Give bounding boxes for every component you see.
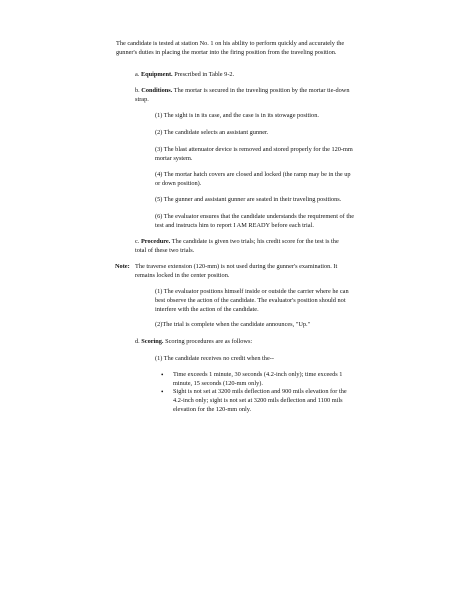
condition-item-1: (1) The sight is in its case, and the case is in its stowage position. bbox=[155, 112, 319, 119]
procedure-paragraph bbox=[135, 238, 350, 256]
intro-paragraph: The candidate is tested at station No. 1 on his ability to perform quickly and accurately the gunner's duties in placing the mortar into the firing position from the traveling position. bbox=[116, 40, 345, 56]
condition-item-2: (2) The candidate selects an assistant gunner. bbox=[155, 129, 269, 136]
procedure-text: The candidate is given two trials; his credit score for the test is the total of these two trials. bbox=[135, 238, 339, 254]
procedure-item-1: (1) The evaluator positions himself inside or outside the carrier where he can best observe the action of the candidate. The evaluator's position should not interfere with the action of the candidate. bbox=[155, 288, 349, 313]
note-text: The traverse extension (120-mm) is not used during the gunner's examination. It remains locked in the center position. bbox=[135, 263, 338, 279]
scoring-label: d. bbox=[135, 338, 142, 345]
equipment-heading: Equipment. bbox=[140, 71, 173, 78]
equipment-label: a. bbox=[135, 71, 141, 78]
bullet-icon: • bbox=[161, 388, 164, 396]
scoring-paragraph bbox=[135, 338, 350, 347]
scoring-item-1: (1) The candidate receives no credit when the-- bbox=[155, 355, 274, 362]
condition-item-3: (3) The blast attenuator device is removed and stored properly for the 120-mm mortar system. bbox=[155, 146, 353, 162]
procedure-item-2: (2)The trial is complete when the candidate announces, "Up." bbox=[155, 321, 311, 328]
equipment-paragraph bbox=[135, 71, 350, 80]
scoring-heading: Scoring. bbox=[141, 338, 164, 345]
bullet-text: Time exceeds 1 minute, 30 seconds (4.2-inch only); time exceeds 1 minute, 15 seconds (120-mm only). bbox=[173, 371, 343, 387]
procedure-heading: Procedure. bbox=[140, 238, 171, 245]
conditions-heading: Conditions. bbox=[141, 87, 173, 94]
bullet-item-time bbox=[161, 371, 355, 389]
equipment-text: Prescribed in Table 9-2. bbox=[172, 71, 235, 78]
scoring-text: Scoring procedures are as follows: bbox=[163, 338, 253, 345]
bullet-icon: • bbox=[161, 371, 164, 379]
bullet-text: Sight is not set at 3200 mils deflection and 900 mils elevation for the 4.2-inch only; sight is not set at 3200 mils deflection and 1100 mils elevation for the 120-mm only. bbox=[173, 388, 347, 413]
condition-item-4: (4) The mortar hatch covers are closed and locked (the ramp may be in the up or down position). bbox=[155, 171, 351, 187]
conditions-paragraph bbox=[135, 87, 353, 105]
condition-item-5: (5) The gunner and assistant gunner are seated in their traveling positions. bbox=[155, 196, 342, 203]
bullet-item-sight bbox=[161, 388, 355, 415]
conditions-text: The mortar is secured in the traveling position by the mortar tie-down strap. bbox=[135, 87, 350, 103]
condition-item-6: (6) The evaluator ensures that the candidate understands the requirement of the test and instructs him to report I AM READY before each trial. bbox=[155, 213, 355, 229]
procedure-label: c. bbox=[135, 238, 141, 245]
scoring-bullet-list bbox=[161, 371, 355, 413]
note-label: Note: bbox=[115, 263, 130, 270]
conditions-label: b. bbox=[135, 87, 142, 94]
